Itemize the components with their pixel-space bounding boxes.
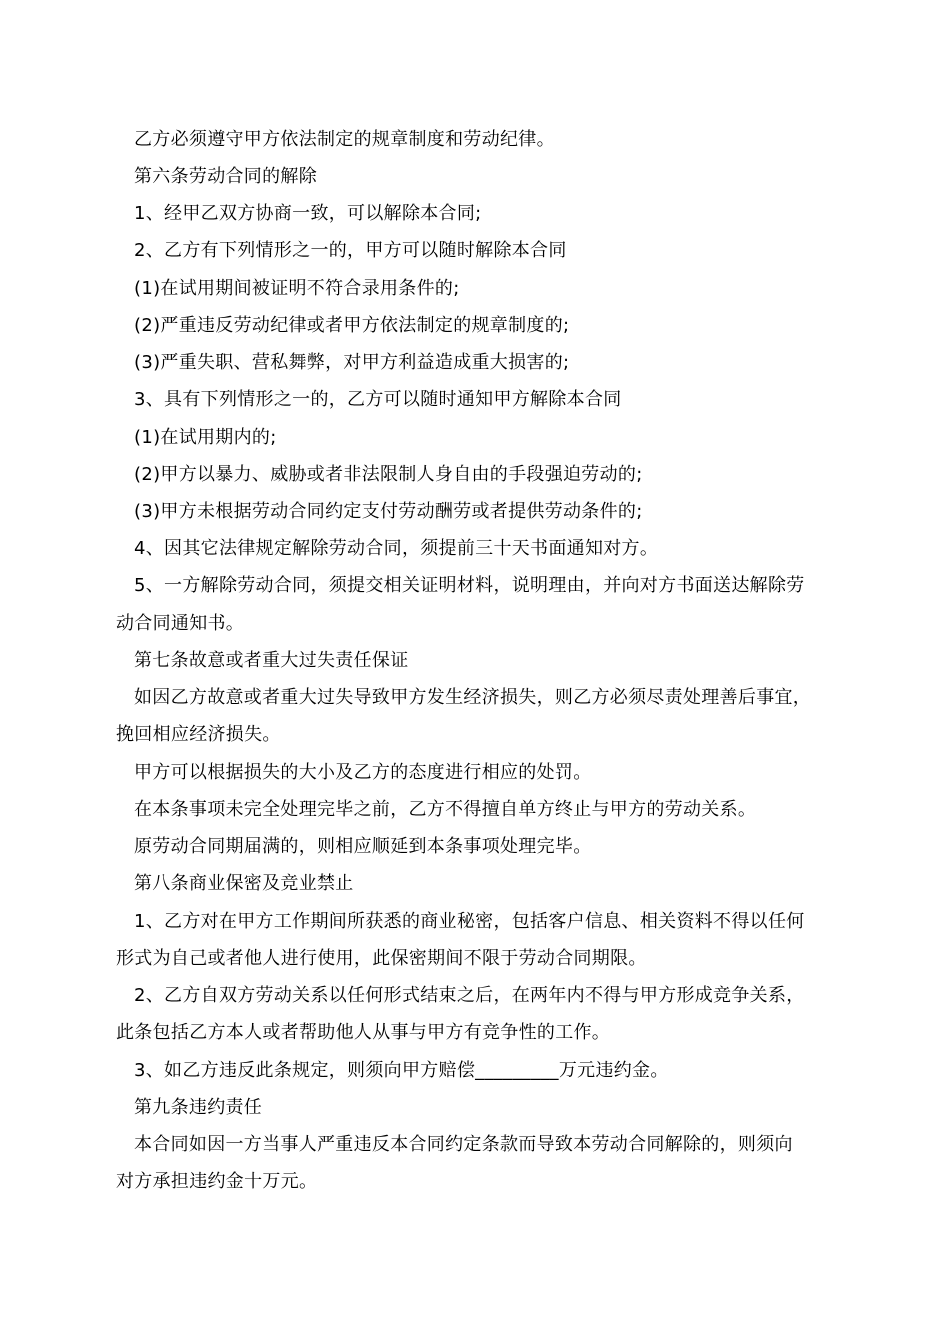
paragraph: 3、具有下列情形之一的，乙方可以随时通知甲方解除本合同: [134, 389, 622, 410]
paragraph: 甲方可以根据损失的大小及乙方的态度进行相应的处罚。: [134, 762, 592, 783]
paragraph: 乙方必须遵守甲方依法制定的规章制度和劳动纪律。: [134, 129, 555, 150]
paragraph: 1、经甲乙双方协商一致，可以解除本合同;: [134, 203, 482, 224]
paragraph: 本合同如因一方当事人严重违反本合同约定条款而导致本劳动合同解除的，则须向: [134, 1134, 793, 1155]
paragraph-continuation: 对方承担违约金十万元。: [116, 1171, 318, 1192]
paragraph-continuation: 动合同通知书。: [116, 613, 245, 634]
paragraph: 4、因其它法律规定解除劳动合同，须提前三十天书面通知对方。: [134, 538, 659, 559]
paragraph: 1、乙方对在甲方工作期间所获悉的商业秘密，包括客户信息、相关资料不得以任何: [134, 911, 805, 932]
paragraph: 3、如乙方违反此条规定，则须向甲方赔偿_________万元违约金。: [134, 1060, 669, 1081]
paragraph: 2、乙方自双方劳动关系以任何形式结束之后，在两年内不得与甲方形成竞争关系，: [134, 985, 805, 1006]
paragraph: (3)甲方未根据劳动合同约定支付劳动酬劳或者提供劳动条件的;: [134, 501, 643, 522]
paragraph: (1)在试用期间被证明不符合录用条件的;: [134, 278, 460, 299]
paragraph: 在本条事项未完全处理完毕之前，乙方不得擅自单方终止与甲方的劳动关系。: [134, 799, 757, 820]
paragraph-continuation: 此条包括乙方本人或者帮助他人从事与甲方有竞争性的工作。: [116, 1022, 611, 1043]
paragraph: 原劳动合同期届满的，则相应顺延到本条事项处理完毕。: [134, 836, 592, 857]
paragraph-continuation: 形式为自己或者他人进行使用，此保密期间不限于劳动合同期限。: [116, 948, 647, 969]
paragraph: 如因乙方故意或者重大过失导致甲方发生经济损失，则乙方必须尽责处理善后事宜，: [134, 687, 812, 708]
paragraph-continuation: 挽回相应经济损失。: [116, 724, 281, 745]
section-heading: 第六条劳动合同的解除: [134, 166, 317, 187]
paragraph: (1)在试用期内的;: [134, 427, 277, 448]
paragraph: (2)严重违反劳动纪律或者甲方依法制定的规章制度的;: [134, 315, 570, 336]
paragraph: (2)甲方以暴力、威胁或者非法限制人身自由的手段强迫劳动的;: [134, 464, 643, 485]
paragraph: 5、一方解除劳动合同，须提交相关证明材料，说明理由，并向对方书面送达解除劳: [134, 575, 805, 596]
section-heading: 第八条商业保密及竞业禁止: [134, 873, 354, 894]
section-heading: 第七条故意或者重大过失责任保证: [134, 650, 409, 671]
section-heading: 第九条违约责任: [134, 1097, 263, 1118]
paragraph: 2、乙方有下列情形之一的，甲方可以随时解除本合同: [134, 240, 567, 261]
paragraph: (3)严重失职、营私舞弊，对甲方利益造成重大损害的;: [134, 352, 570, 373]
